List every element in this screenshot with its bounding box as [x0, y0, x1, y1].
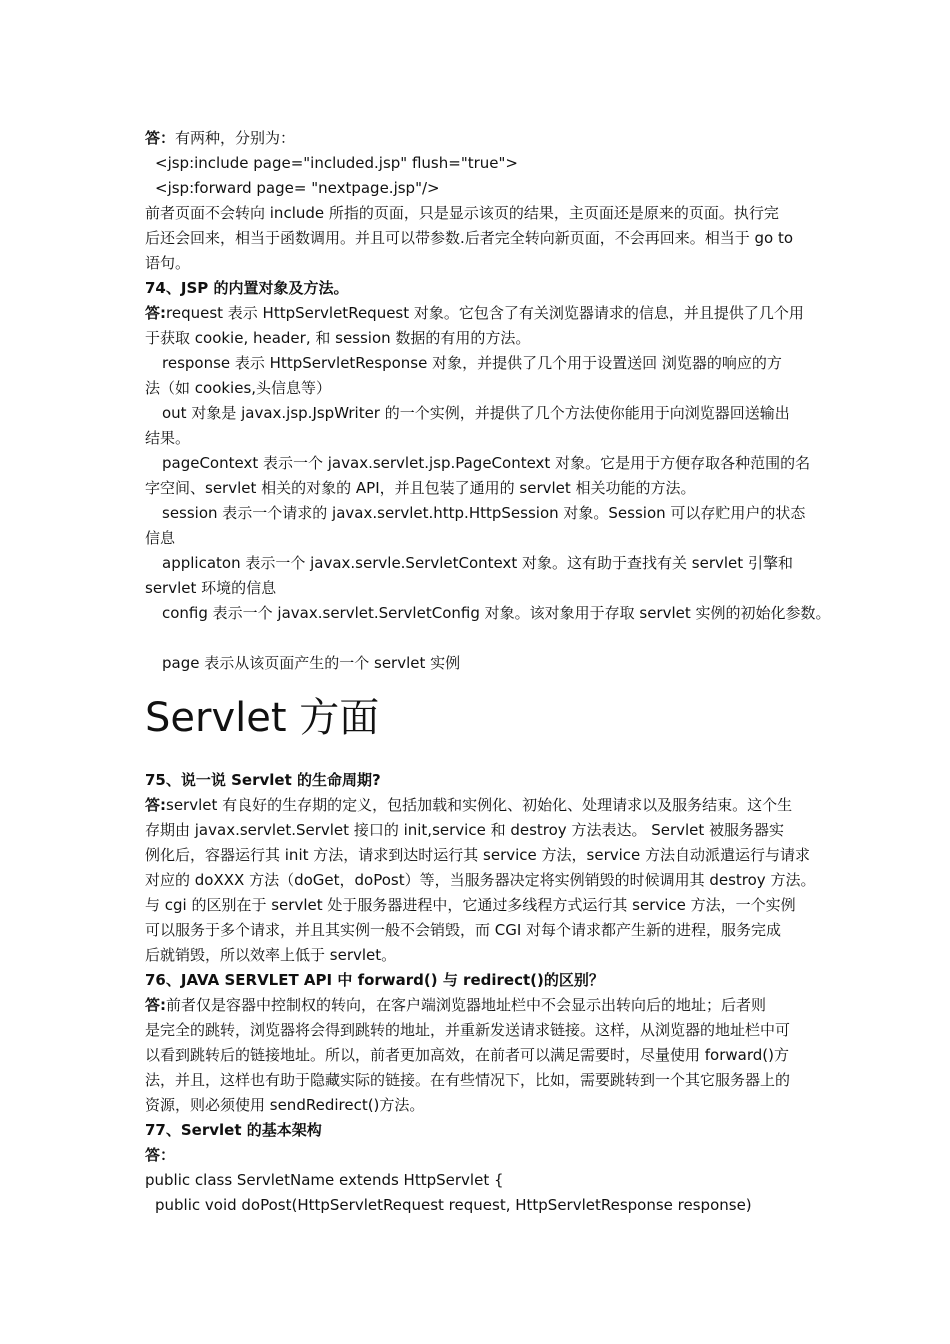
paragraph-line	[145, 993, 766, 1018]
paragraph-line: 存期由 javax.servlet.Servlet 接口的 init,service 和 destroy 方法表达。 Servlet 被服务器实	[145, 821, 785, 839]
paragraph-line: applicaton 表示一个 javax.servle.ServletContext 对象。这有助于查找有关 servlet 引擎和	[162, 554, 793, 572]
code-line: <jsp:forward page= "nextpage.jsp"/>	[155, 179, 440, 197]
paragraph-line: page 表示从该页面产生的一个 servlet 实例	[162, 654, 461, 672]
section-heading: Servlet 方面	[145, 695, 380, 741]
question-title: 74、JSP 的内置对象及方法。	[145, 279, 349, 297]
answer-text: request 表示 HttpServletRequest 对象。它包含了有关浏览器请求的信息，并且提供了几个用	[166, 304, 804, 322]
paragraph-line: 法（如 cookies,头信息等）	[145, 379, 332, 397]
answer-label: 答:	[145, 996, 166, 1014]
code-line: public void doPost(HttpServletRequest request, HttpServletResponse response)	[155, 1196, 752, 1214]
paragraph-line: 例化后，容器运行其 init 方法，请求到达时运行其 service 方法，service 方法自动派遣运行与请求	[145, 846, 811, 864]
paragraph-line: 后还会回来，相当于函数调用。并且可以带参数.后者完全转向新页面，不会再回来。相当于 go to	[145, 229, 794, 247]
paragraph-line: 后就销毁，所以效率上低于 servlet。	[145, 946, 397, 964]
paragraph-line: 与 cgi 的区别在于 servlet 处于服务器进程中，它通过多线程方式运行其 service 方法，一个实例	[145, 896, 796, 914]
paragraph-line: 前者页面不会转向 include 所指的页面，只是显示该页的结果，主页面还是原来的页面。执行完	[145, 204, 779, 222]
answer-text: 有两种，分别为：	[175, 129, 296, 147]
paragraph-line: 是完全的跳转，浏览器将会得到跳转的地址，并重新发送请求链接。这样，从浏览器的地址栏中可	[145, 1021, 791, 1039]
code-line: public class ServletName extends HttpServlet {	[145, 1171, 504, 1189]
paragraph-line: 法，并且，这样也有助于隐藏实际的链接。在有些情况下，比如，需要跳转到一个其它服务器上的	[145, 1071, 791, 1089]
answer-text: servlet 有良好的生存期的定义，包括加载和实例化、初始化、处理请求以及服务结束。这个生	[166, 796, 793, 814]
paragraph-line: 于获取 cookie, header, 和 session 数据的有用的方法。	[145, 329, 531, 347]
paragraph-line: 可以服务于多个请求，并且其实例一般不会销毁，而 CGI 对每个请求都产生新的进程，服务完成	[145, 921, 782, 939]
answer-text: 前者仅是容器中控制权的转向，在客户端浏览器地址栏中不会显示出转向后的地址；后者则	[166, 996, 767, 1014]
paragraph-line: out 对象是 javax.jsp.JspWriter 的一个实例，并提供了几个方法使你能用于向浏览器回送输出	[162, 404, 790, 422]
paragraph-line: 信息	[145, 529, 176, 547]
paragraph-line: 资源，则必须使用 sendRedirect()方法。	[145, 1096, 425, 1114]
answer-line	[145, 126, 295, 151]
question-title: 76、JAVA SERVLET API 中 forward() 与 redirect()的区别？	[145, 971, 604, 989]
paragraph-line: pageContext 表示一个 javax.servlet.jsp.PageContext 对象。它是用于方便存取各种范围的名	[162, 454, 811, 472]
answer-label: 答：	[145, 129, 176, 147]
question-title: 77、Servlet 的基本架构	[145, 1121, 322, 1139]
paragraph-line: response 表示 HttpServletResponse 对象，并提供了几个用于设置送回 浏览器的响应的方	[162, 354, 782, 372]
paragraph-line: 对应的 doXXX 方法（doGet，doPost）等，当服务器决定将实例销毁的时候调用其 destroy 方法。	[145, 871, 816, 889]
paragraph-line: 字空间、servlet 相关的对象的 API，并且包装了通用的 servlet 相关功能的方法。	[145, 479, 696, 497]
paragraph-line: 以看到跳转后的链接地址。所以，前者更加高效，在前者可以满足需要时，尽量使用 forward()方	[145, 1046, 789, 1064]
paragraph-line: 结果。	[145, 429, 191, 447]
answer-label: 答:	[145, 796, 166, 814]
paragraph-line	[145, 793, 792, 818]
paragraph-line: 语句。	[145, 254, 191, 272]
paragraph-line: session 表示一个请求的 javax.servlet.http.HttpSession 对象。Session 可以存贮用户的状态	[162, 504, 806, 522]
question-title: 75、说一说 Servlet 的生命周期?	[145, 771, 381, 789]
code-line: <jsp:include page="included.jsp" flush="true">	[155, 154, 518, 172]
answer-label: 答：	[145, 1146, 176, 1164]
answer-label: 答:	[145, 304, 166, 322]
paragraph-line	[145, 301, 804, 326]
paragraph-line: servlet 环境的信息	[145, 579, 277, 597]
paragraph-line: config 表示一个 javax.servlet.ServletConfig 对象。该对象用于存取 servlet 实例的初始化参数。	[162, 604, 831, 622]
